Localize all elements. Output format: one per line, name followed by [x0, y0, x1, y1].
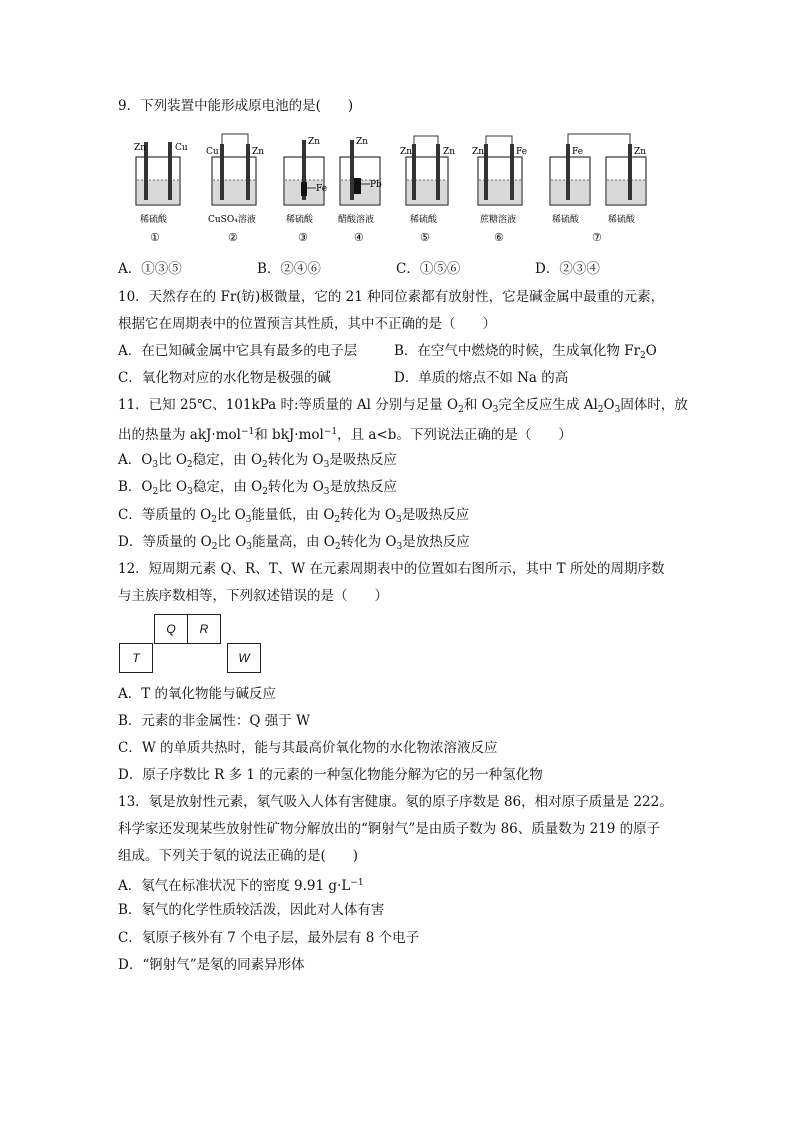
q11-option-c: C．等质量的 $O_2$比 $O_3$能量低，由 $O_2$转化为 $O_3$是吸热反应	[118, 507, 470, 525]
q12-option-a: A．T 的氧化物能与碱反应	[118, 686, 277, 702]
b7-left-label: Fe	[572, 147, 584, 157]
b5-num: ⑤	[420, 231, 430, 244]
q9-option-c: C．①⑤⑥	[396, 261, 461, 277]
q11-option-b: B．$O_2$比 $O_3$稳定，由 $O_2$转化为 $O_3$是放热反应	[118, 479, 398, 497]
q12-option-b: B．元素的非金属性：Q 强于 W	[118, 713, 310, 729]
b3-solution: 稀硫酸	[286, 215, 314, 225]
q10-option-a: A．在已知碱金属中它具有最多的电子层	[118, 343, 358, 359]
beaker-4	[338, 137, 382, 244]
q10-line1: 10．天然存在的 Fr(钫)极微量，它的 21 种同位素都有放射性，它是碱金属中最重的元素，	[118, 289, 665, 305]
b7-solution-right: 稀硫酸	[608, 215, 636, 225]
b3-side-label: Fe	[316, 184, 328, 194]
cell-t: T	[119, 643, 153, 673]
q11-option-a: A．$O_3$比 $O_2$稳定，由 $O_2$转化为 $O_3$是吸热反应	[118, 452, 397, 470]
q12-option-d: D．原子序数比 R 多 1 的元素的一种氢化物能分解为它的另一种氢化物	[118, 767, 543, 783]
b4-num: ④	[354, 231, 364, 244]
b3-num: ③	[298, 231, 308, 244]
q9-option-d: D．②③④	[535, 261, 600, 277]
b6-right-label: Fe	[516, 147, 528, 157]
b1-right-label: Cu	[175, 143, 188, 153]
b6-num: ⑥	[494, 231, 504, 244]
q13-option-a: A．氡气在标准状况下的密度 9.91 $g\cdot L^{-1}$	[118, 878, 364, 894]
b1-left-label: Zn	[134, 143, 147, 153]
b2-solution: CuSO₄溶液	[208, 215, 256, 225]
cell-w: W	[227, 643, 261, 673]
q13-option-b: B．氡气的化学性质较活泼，因此对人体有害	[118, 902, 385, 918]
b2-left-label: Cu	[206, 147, 219, 157]
q10-option-b: B．在空气中燃烧的时候，生成氧化物 $Fr_2O$	[394, 343, 657, 361]
b4-side-label: Pb	[370, 180, 382, 190]
q10-line2: 根据它在周期表中的位置预言其性质，其中不正确的是（ ）	[118, 316, 496, 332]
q10-option-d: D．单质的熔点不如 Na 的高	[394, 370, 569, 386]
beaker-2	[206, 134, 264, 244]
q13-line2: 科学家还发现某些放射性矿物分解放出的“锕射气”是由质子数为 86、质量数为 219 的原子	[118, 821, 661, 837]
q13-option-c: C．氡原子核外有 7 个电子层，最外层有 8 个电子	[118, 930, 420, 946]
q11-line2: 出的热量为 akJ·mol$^{-1}$和 bkJ·mol$^{-1}$，且 a<b。下列说法正确的是（ ）	[118, 427, 572, 443]
q9-options	[118, 259, 678, 279]
b4-solution: 醋酸溶液	[338, 215, 375, 225]
b4-top-label: Zn	[356, 137, 369, 147]
b5-left-label: Zn	[400, 147, 413, 157]
b2-right-label: Zn	[252, 147, 265, 157]
beaker-1	[134, 142, 188, 244]
q9-apparatus-figure	[118, 132, 678, 247]
q9-stem: 9．下列装置中能形成原电池的是( )	[118, 98, 354, 114]
b5-right-label: Zn	[443, 147, 456, 157]
b7-right-label: Zn	[634, 147, 647, 157]
b1-num: ①	[150, 231, 160, 244]
q12-line2: 与主族序数相等，下列叙述错误的是（ ）	[118, 588, 388, 604]
q12-line1: 12．短周期元素 Q、R、T、W 在元素周期表中的位置如右图所示，其中 T 所处的周期序数	[118, 561, 665, 577]
q13-line1: 13．氡是放射性元素，氡气吸入人体有害健康。氡的原子序数是 86，相对原子质量是 222。	[118, 794, 673, 810]
cell-q: Q	[154, 614, 188, 644]
q11-line1: 11．已知 25℃、101kPa 时:等质量的 Al 分别与足量 $O_2$和 $O_3$完全反应生成 $Al_2O_3$固体时，放	[118, 397, 688, 415]
b7-solution-left: 稀硫酸	[552, 215, 580, 225]
beaker-5	[400, 136, 455, 244]
b5-solution: 稀硫酸	[410, 215, 438, 225]
b2-num: ②	[228, 231, 238, 244]
q9-option-b: B．②④⑥	[257, 261, 321, 277]
q12-option-c: C．W 的单质共热时，能与其最高价氧化物的水化物浓溶液反应	[118, 740, 498, 756]
q13-option-d: D．“锕射气”是氡的同素异形体	[118, 957, 305, 973]
b6-solution: 蔗糖溶液	[480, 215, 517, 225]
b3-top-label: Zn	[308, 137, 321, 147]
q10-options-row1	[118, 341, 678, 361]
q12-periodic-table-figure	[119, 614, 269, 676]
q10-option-c: C．氧化物对应的水化物是极强的碱	[118, 370, 331, 386]
cell-r: R	[187, 614, 221, 644]
q13-line3: 组成。下列关于氡的说法正确的是( )	[118, 848, 359, 864]
q10-options-row2	[118, 368, 678, 388]
b6-left-label: Zn	[472, 147, 485, 157]
b1-solution: 稀硫酸	[140, 215, 168, 225]
beaker-3	[284, 137, 327, 244]
q9-option-a: A．①③⑤	[118, 261, 182, 277]
b7-num: ⑦	[592, 231, 602, 244]
beaker-6	[472, 136, 527, 244]
beaker-7	[550, 134, 646, 244]
q11-option-d: D．等质量的 $O_2$比 $O_3$能量高，由 $O_2$转化为 $O_3$是放热反应	[118, 534, 470, 552]
